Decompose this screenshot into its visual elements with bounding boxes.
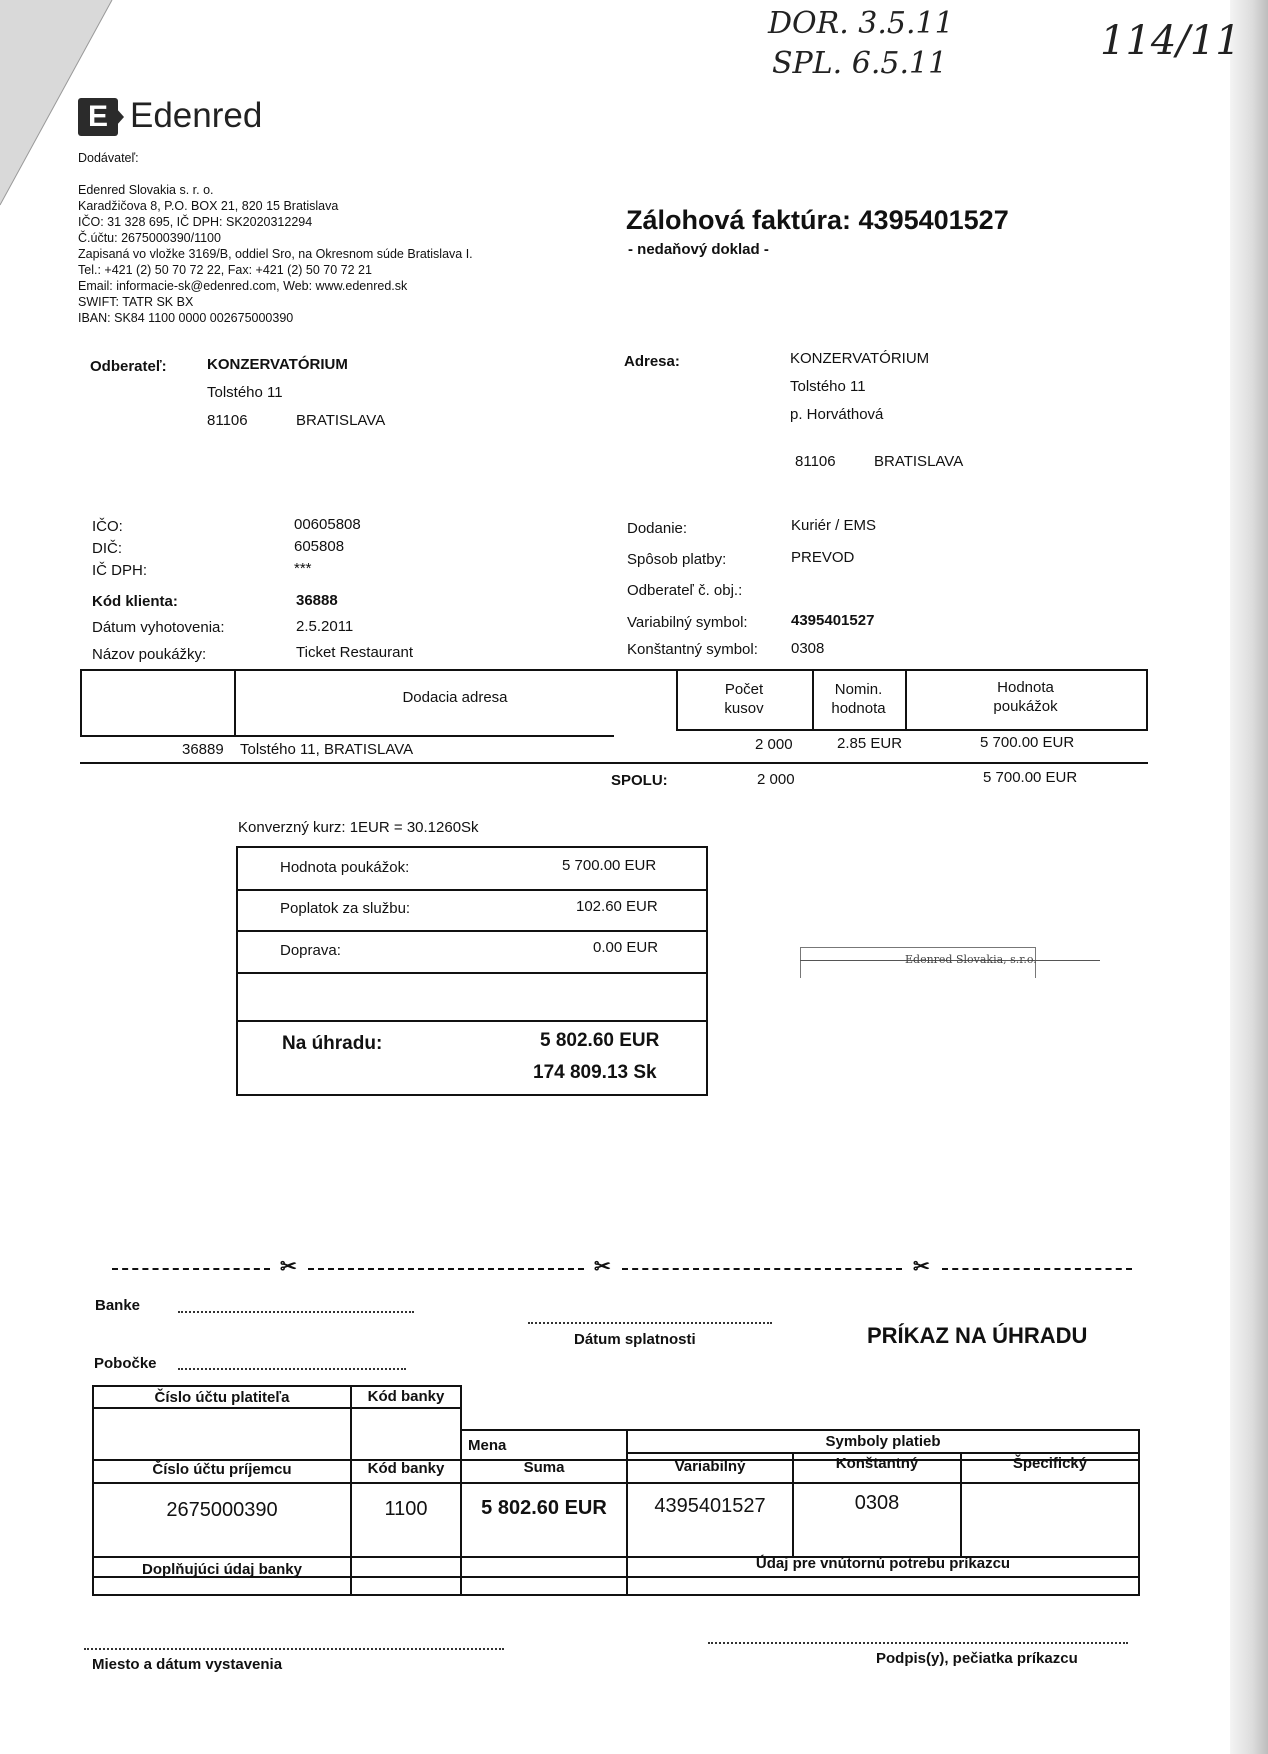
customer-city: BRATISLAVA <box>296 412 386 429</box>
total-count: 2 000 <box>757 771 795 788</box>
delivery-value: Kuriér / EMS <box>791 517 877 534</box>
variable-header: Variabilný <box>674 1458 746 1475</box>
supplier-line: SWIFT: TATR SK BX <box>78 295 194 309</box>
scissors-icon: ✂ <box>280 1256 297 1278</box>
variable-symbol-label: Variabilný symbol: <box>627 614 748 631</box>
supplier-line: Zapisaná vo vložke 3169/B, oddiel Sro, na Okresnom súde Bratislava I. <box>78 247 473 261</box>
handwritten-number: 114/11 <box>1100 18 1241 64</box>
recipient-bank-code-value: 1100 <box>384 1498 428 1520</box>
customer-street: Tolstého 11 <box>207 384 283 401</box>
service-fee-label: Poplatok za službu: <box>280 900 411 917</box>
row-client-code: 36889 <box>182 741 224 758</box>
address-zip: 81106 <box>795 453 836 470</box>
total-label: SPOLU: <box>611 772 668 789</box>
row-nominal: 2.85 EUR <box>837 735 903 752</box>
signature-label: Podpis(y), pečiatka príkazcu <box>876 1650 1078 1667</box>
delivery-label: Dodanie: <box>627 520 688 537</box>
invoice-title: Zálohová faktúra: 4395401527 <box>626 205 1009 235</box>
supplier-line: IČO: 31 328 695, IČ DPH: SK2020312294 <box>78 215 313 229</box>
amount-due-sk: 174 809.13 Sk <box>533 1062 657 1083</box>
customer-zip: 81106 <box>207 412 248 429</box>
amount-due-label: Na úhradu: <box>282 1033 383 1054</box>
voucher-name-value: Ticket Restaurant <box>296 644 413 661</box>
extra-bank-data-header: Doplňujúci údaj banky <box>141 1561 302 1578</box>
constant-header: Konštantný <box>835 1455 919 1472</box>
service-fee-value: 102.60 EUR <box>576 898 658 915</box>
specific-header: Špecifický <box>1012 1455 1088 1472</box>
recipient-account-value: 2675000390 <box>166 1499 278 1521</box>
scissors-icon: ✂ <box>913 1256 930 1278</box>
branch-label: Pobočke <box>94 1355 157 1372</box>
constant-symbol-label: Konštantný symbol: <box>627 641 758 658</box>
recipient-account-header: Číslo účtu príjemcu <box>152 1461 292 1478</box>
dic-label: DIČ: <box>92 540 122 557</box>
customer-name: KONZERVATÓRIUM <box>207 356 348 373</box>
date-label: Dátum vyhotovenia: <box>92 619 225 636</box>
address-street: Tolstého 11 <box>790 378 866 395</box>
client-code-value: 36888 <box>296 592 338 609</box>
recipient-bank-code-header: Kód banky <box>367 1460 445 1477</box>
address-city: BRATISLAVA <box>874 453 964 470</box>
supplier-line: Karadžičova 8, P.O. BOX 21, 820 15 Bratislava <box>78 199 339 213</box>
col-header-nominal-2: hodnota <box>831 700 886 717</box>
row-value: 5 700.00 EUR <box>980 734 1075 751</box>
col-header-nominal: Nomin. <box>834 681 883 698</box>
variable-value: 4395401527 <box>654 1495 766 1517</box>
address-attn: p. Horváthová <box>790 406 884 423</box>
scissors-icon: ✂ <box>594 1256 611 1278</box>
invoice-subtitle: - nedaňový doklad - <box>628 241 769 258</box>
col-header-value: Hodnota <box>997 679 1054 696</box>
amount-value: 5 802.60 EUR <box>481 1497 607 1519</box>
col-header-address: Dodacia adresa <box>402 689 508 706</box>
order-number-label: Odberateľ č. obj.: <box>627 582 743 599</box>
due-date-label: Dátum splatnosti <box>574 1331 696 1348</box>
handwritten-note-2: SPL. 6.5.11 <box>772 46 948 81</box>
supplier-line: IBAN: SK84 1100 0000 002675000390 <box>78 311 294 325</box>
variable-symbol-value: 4395401527 <box>791 612 875 629</box>
amount-header: Suma <box>523 1459 565 1476</box>
supplier-line: Č.účtu: 2675000390/1100 <box>78 231 221 245</box>
col-header-value-2: poukážok <box>993 698 1058 715</box>
bank-label: Banke <box>95 1297 141 1314</box>
row-address: Tolstého 11, BRATISLAVA <box>240 741 414 758</box>
address-label: Adresa: <box>624 353 680 370</box>
payment-order-title: PRÍKAZ NA ÚHRADU <box>867 1323 1088 1348</box>
customer-label: Odberateľ: <box>90 358 167 375</box>
icdph-value: *** <box>294 560 312 577</box>
currency-header: Mena <box>468 1437 507 1454</box>
total-value: 5 700.00 EUR <box>983 769 1078 786</box>
voucher-value: 5 700.00 EUR <box>562 857 657 874</box>
constant-symbol-value: 0308 <box>791 640 825 657</box>
row-count: 2 000 <box>755 736 793 753</box>
supplier-label: Dodávateľ: <box>78 151 139 165</box>
col-header-count-2: kusov <box>724 700 764 717</box>
transport-label: Doprava: <box>280 942 341 959</box>
supplier-line: Edenred Slovakia s. r. o. <box>78 183 214 197</box>
place-date-label: Miesto a dátum vystavenia <box>92 1656 283 1673</box>
payment-label: Spôsob platby: <box>627 551 727 568</box>
internal-data-header: Údaj pre vnútornú potrebu príkazcu <box>755 1555 1011 1572</box>
voucher-value-label: Hodnota poukážok: <box>280 859 410 876</box>
stamp-text: Edenred Slovakia, s.r.o. <box>905 953 1037 966</box>
payment-value: PREVOD <box>791 549 855 566</box>
client-code-label: Kód klienta: <box>92 593 178 610</box>
edenred-logo-icon: E <box>78 98 118 136</box>
address-name: KONZERVATÓRIUM <box>790 350 930 367</box>
dic-value: 605808 <box>294 538 345 555</box>
supplier-line: Email: informacie-sk@edenred.com, Web: www.edenred.sk <box>78 279 408 293</box>
date-value: 2.5.2011 <box>296 618 354 635</box>
logo-text: Edenred <box>130 96 263 135</box>
icdph-label: IČ DPH: <box>92 562 148 579</box>
handwritten-note-1: DOR. 3.5.11 <box>768 6 954 41</box>
col-header-count: Počet <box>724 681 764 698</box>
payer-bank-code-header: Kód banky <box>367 1388 445 1405</box>
constant-value: 0308 <box>854 1492 900 1514</box>
conversion-rate: Konverzný kurz: 1EUR = 30.1260Sk <box>238 819 479 836</box>
ico-value: 00605808 <box>294 516 361 533</box>
transport-value: 0.00 EUR <box>593 939 659 956</box>
ico-label: IČO: <box>92 518 123 535</box>
scan-edge <box>1230 0 1268 1754</box>
supplier-line: Tel.: +421 (2) 50 70 72 22, Fax: +421 (2) 50 70 72 21 <box>78 263 372 277</box>
voucher-name-label: Názov poukážky: <box>92 646 207 663</box>
symbols-header: Symboly platieb <box>825 1433 941 1450</box>
payer-account-header: Číslo účtu platiteľa <box>154 1389 290 1406</box>
amount-due-eur: 5 802.60 EUR <box>540 1030 660 1051</box>
